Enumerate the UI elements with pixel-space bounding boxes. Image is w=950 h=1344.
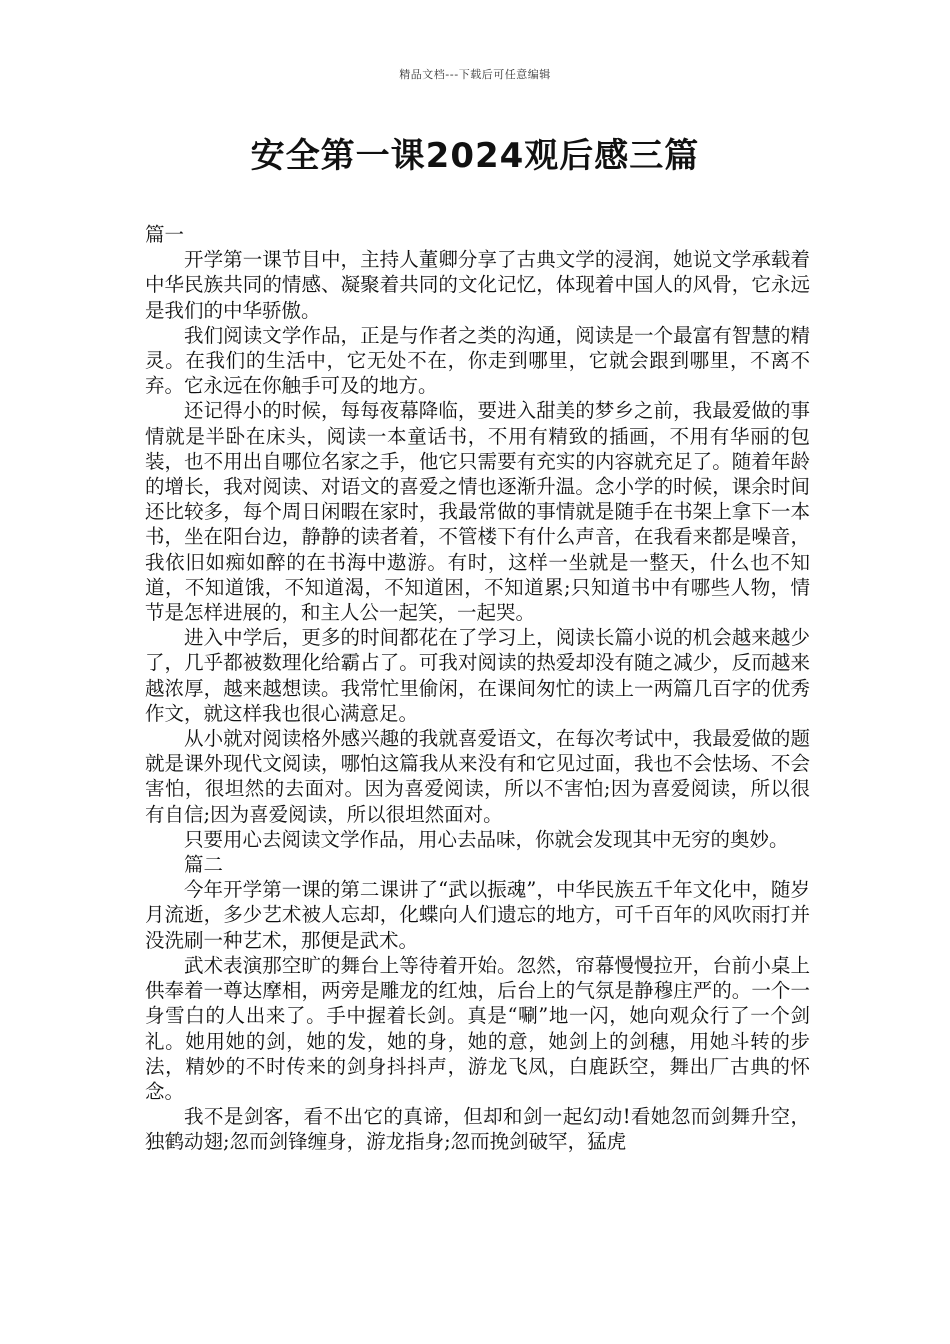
document-body — [145, 222, 810, 1155]
header-note: 精品文档---下载后可任意编辑 — [399, 68, 551, 81]
paragraph: 开学第一课节目中，主持人董卿分享了古典文学的浸润，她说文学承载着中华民族共同的情感、凝聚着共同的文化记忆，体现着中国人的风骨，它永远是我们的中华骄傲。 — [145, 248, 810, 322]
paragraph: 武术表演那空旷的舞台上等待着开始。忽然，帘幕慢慢拉开，台前小桌上供奉着一尊达摩相，两旁是雕龙的红烛，后台上的气氛是静穆庄严的。一个一身雪白的人出来了。手中握着长剑。真是“唰”地一闪，她向观众行了一个剑礼。她用她的剑，她的发，她的身，她的意，她剑上的剑穗，用她斗转的步法，精妙的不时传来的剑身抖抖声，游龙飞凤，白鹿跃空，舞出厂古典的怀念。 — [145, 953, 810, 1103]
document-title: 安全第一课2024观后感三篇 — [250, 136, 700, 176]
paragraph: 进入中学后，更多的时间都花在了学习上，阅读长篇小说的机会越来越少了，几乎都被数理化给霸占了。可我对阅读的热爱却没有随之减少，反而越来越浓厚，越来越想读。我常忙里偷闲，在课间匆忙的读上一两篇几百字的优秀作文，就这样我也很心满意足。 — [145, 626, 810, 725]
section-label-1: 篇一 — [145, 223, 185, 246]
paragraph: 从小就对阅读格外感兴趣的我就喜爱语文，在每次考试中，我最爱做的题就是课外现代文阅读，哪怕这篇我从来没有和它见过面，我也不会怯场、不会害怕，很坦然的去面对。因为喜爱阅读，所以不害怕;因为喜爱阅读，所以很有自信;因为喜爱阅读，所以很坦然面对。 — [145, 727, 810, 826]
paragraph: 我不是剑客，看不出它的真谛，但却和剑一起幻动!看她忽而剑舞升空，独鹤动翅;忽而剑锋缠身，游龙指身;忽而挽剑破罕，猛虎 — [145, 1105, 810, 1154]
paragraph: 还记得小的时候，每每夜幕降临，要进入甜美的梦乡之前，我最爱做的事情就是半卧在床头，阅读一本童话书，不用有精致的插画，不用有华丽的包装，也不用出自哪位名家之手，他它只需要有充实的内容就充足了。随着年龄的增长，我对阅读、对语文的喜爱之情也逐渐升温。念小学的时候，课余时间还比较多，每个周日闲暇在家时，我最常做的事情就是随手在书架上拿下一本书，坐在阳台边，静静的读者着，不管楼下有什么声音，在我看来都是噪音，我依旧如痴如醉的在书海中遨游。有时，这样一坐就是一整天，什么也不知道，不知道饿，不知道渴，不知道困，不知道累;只知道书中有哪些人物，情节是怎样进展的，和主人公一起笑，一起哭。 — [145, 399, 810, 625]
paragraph: 只要用心去阅读文学作品，用心去品味，你就会发现其中无穷的奥妙。 — [184, 827, 789, 851]
section-label-2: 篇二 — [184, 853, 224, 877]
paragraph: 今年开学第一课的第二课讲了“武以振魂”，中华民族五千年文化中，随岁月流逝，多少艺术被人忘却，化蝶向人们遗忘的地方，可千百年的风吹雨打并没洗刷一种艺术，那便是武术。 — [145, 878, 810, 952]
paragraph: 我们阅读文学作品，正是与作者之类的沟通，阅读是一个最富有智慧的精灵。在我们的生活中，它无处不在，你走到哪里，它就会跟到哪里，不离不弃。它永远在你触手可及的地方。 — [145, 323, 810, 398]
